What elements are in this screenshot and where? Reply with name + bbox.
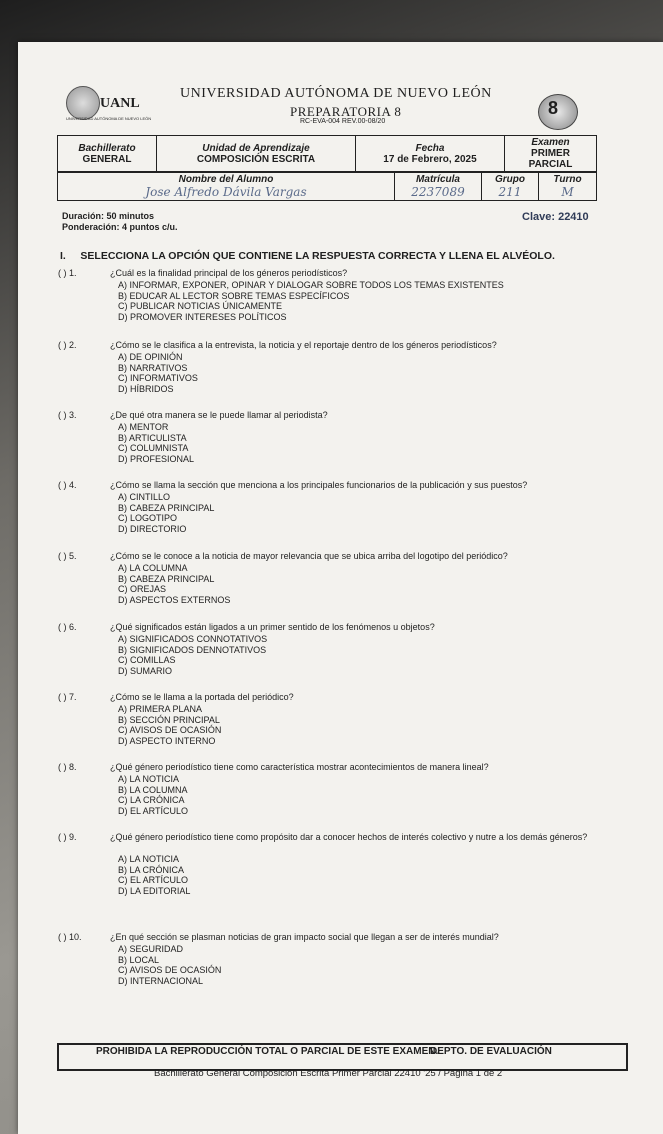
option-item: B) NARRATIVOS xyxy=(118,362,188,373)
option-item: B) CABEZA PRINCIPAL xyxy=(118,573,215,584)
answer-bubble[interactable]: ( ) 4. xyxy=(58,480,77,490)
option-item: C) INFORMATIVOS xyxy=(118,373,198,383)
document-code: RC-EVA-004 REV.00-08/20 xyxy=(300,118,386,125)
option-item: C) COLUMNISTA xyxy=(118,443,189,453)
option-item: A) SIGNIFICADOS CONNOTATIVOS xyxy=(118,634,268,644)
answer-bubble[interactable]: ( ) 1. xyxy=(58,268,77,278)
option-item: B) SIGNIFICADOS DENNOTATIVOS xyxy=(118,644,267,655)
option-item: B) ARTICULISTA xyxy=(118,432,187,443)
nombre-value: Jose Alfredo Dávila Vargas xyxy=(145,185,307,199)
exam-key: Clave: 22410 xyxy=(522,211,589,223)
question-4 xyxy=(58,480,628,490)
question-text: ¿Qué género periodístico tiene como característica mostrar acontecimientos de manera lineal? xyxy=(110,762,489,772)
option-item: D) LA EDITORIAL xyxy=(118,885,191,896)
option-item: D) PROMOVER INTERESES POLÍTICOS xyxy=(118,311,287,322)
answer-bubble[interactable]: ( ) 7. xyxy=(58,692,77,702)
option-item: C) COMILLAS xyxy=(118,655,176,665)
option-item: B) EDUCAR AL LECTOR SOBRE TEMAS ESPECÍFICOS xyxy=(118,290,350,301)
option-item: B) SECCIÓN PRINCIPAL xyxy=(118,714,220,725)
options-list xyxy=(118,854,190,896)
option-item: B) LA COLUMNA xyxy=(118,784,188,795)
option-item: A) LA COLUMNA xyxy=(118,563,188,573)
examen-label: Examen xyxy=(531,137,570,148)
answer-bubble[interactable]: ( ) 3. xyxy=(58,410,77,420)
unidad-label: Unidad de Aprendizaje xyxy=(202,142,310,154)
options-list xyxy=(118,352,198,394)
option-item: A) LA NOTICIA xyxy=(118,774,180,784)
option-item: B) LA CRÓNICA xyxy=(118,864,185,875)
option-item: D) EL ARTÍCULO xyxy=(118,805,189,816)
question-text: ¿Qué significados están ligados a un primer sentido de los fenómenos u objetos? xyxy=(110,622,435,632)
matricula-value: 2237089 xyxy=(411,185,465,199)
question-text: ¿De qué otra manera se le puede llamar al periodista? xyxy=(110,410,328,420)
option-item: B) LOCAL xyxy=(118,954,160,965)
grupo-label: Grupo xyxy=(495,174,525,185)
question-text: ¿En qué sección se plasman noticias de gran impacto social que llegan a ser de interés mundial? xyxy=(110,932,499,942)
matricula-label: Matrícula xyxy=(416,174,460,185)
duration-text: Duración: 50 minutos xyxy=(62,211,155,221)
bachillerato-value: GENERAL xyxy=(82,153,132,165)
options-list xyxy=(118,704,221,746)
option-item: A) CINTILLO xyxy=(118,492,171,502)
option-item: D) SUMARIO xyxy=(118,665,172,676)
school-name: PREPARATORIA 8 xyxy=(290,104,402,119)
question-2 xyxy=(58,340,628,350)
answer-bubble[interactable]: ( ) 9. xyxy=(58,832,77,842)
options-list xyxy=(118,634,267,676)
option-item: A) INFORMAR, EXPONER, OPINAR Y DIALOGAR SOBRE TODOS LOS TEMAS EXISTENTES xyxy=(118,280,504,290)
exam-paper xyxy=(18,42,663,1134)
question-6 xyxy=(58,622,628,632)
option-item: A) LA NOTICIA xyxy=(118,854,180,864)
option-item: A) PRIMERA PLANA xyxy=(118,704,203,714)
question-5 xyxy=(58,551,628,561)
prepa8-seal-number: 8 xyxy=(548,98,559,118)
option-item: D) ASPECTOS EXTERNOS xyxy=(118,594,231,605)
examen-value: PRIMER PARCIAL xyxy=(528,148,573,170)
answer-bubble[interactable]: ( ) 8. xyxy=(58,762,77,772)
question-text: ¿Cómo se llama la sección que menciona a los principales funcionarios de la publicación y sus puestos? xyxy=(110,480,528,490)
options-list xyxy=(118,280,504,322)
option-item: D) PROFESIONAL xyxy=(118,453,195,464)
uanl-logo-subtext: UNIVERSIDAD AUTÓNOMA DE NUEVO LEÓN xyxy=(66,116,152,121)
option-item: A) DE OPINIÓN xyxy=(118,352,183,362)
question-text: ¿Cuál es la finalidad principal de los géneros periodísticos? xyxy=(110,268,348,278)
weighting-text: Ponderación: 4 puntos c/u. xyxy=(62,222,178,232)
question-10 xyxy=(58,932,628,942)
footer-prohibited-text: PROHIBIDA LA REPRODUCCIÓN TOTAL O PARCIAL DE ESTE EXAMEN. xyxy=(96,1046,439,1057)
option-item: C) PUBLICAR NOTICIAS ÚNICAMENTE xyxy=(118,301,283,311)
uanl-logo-text: UANL xyxy=(100,96,140,111)
option-item: A) SEGURIDAD xyxy=(118,944,184,954)
footer-department: DEPTO. DE EVALUACIÓN xyxy=(430,1046,552,1057)
turno-label: Turno xyxy=(553,174,582,185)
question-9 xyxy=(58,832,628,842)
question-text: ¿Cómo se le clasifica a la entrevista, la noticia y el reportaje dentro de los géneros periodísticos? xyxy=(110,340,497,350)
options-list xyxy=(118,774,188,816)
option-item: C) LA CRÓNICA xyxy=(118,795,185,805)
option-item: C) LOGOTIPO xyxy=(118,513,178,523)
answer-bubble[interactable]: ( ) 5. xyxy=(58,551,77,561)
student-info-table xyxy=(57,172,597,201)
options-list xyxy=(118,563,230,605)
turno-value: M xyxy=(561,185,574,199)
option-item: C) EL ARTÍCULO xyxy=(118,875,189,885)
question-text: ¿Cómo se le llama a la portada del periódico? xyxy=(110,692,294,702)
question-1 xyxy=(58,268,628,278)
option-item: A) MENTOR xyxy=(118,422,169,432)
exam-info-table xyxy=(57,135,597,172)
fecha-value: 17 de Febrero, 2025 xyxy=(383,153,477,165)
fecha-label: Fecha xyxy=(415,142,445,154)
option-item: D) DIRECTORIO xyxy=(118,523,187,534)
question-3 xyxy=(58,410,628,420)
option-item: B) CABEZA PRINCIPAL xyxy=(118,502,215,513)
option-item: D) INTERNACIONAL xyxy=(118,975,204,986)
option-item: D) HÍBRIDOS xyxy=(118,383,174,394)
options-list xyxy=(118,492,214,534)
uanl-seal-icon xyxy=(66,86,100,120)
options-list xyxy=(118,422,194,464)
question-8 xyxy=(58,762,628,772)
option-item: D) ASPECTO INTERNO xyxy=(118,735,216,746)
university-name: UNIVERSIDAD AUTÓNOMA DE NUEVO LEÓN xyxy=(180,86,492,101)
options-list xyxy=(118,944,221,986)
answer-bubble[interactable]: ( ) 2. xyxy=(58,340,77,350)
option-item: C) AVISOS DE OCASIÓN xyxy=(118,725,222,735)
question-text: ¿Cómo se le conoce a la noticia de mayor relevancia que se ubica arriba del logotipo del periódico? xyxy=(110,551,508,561)
grupo-value: 211 xyxy=(498,185,522,199)
option-item: C) AVISOS DE OCASIÓN xyxy=(118,965,222,975)
footer-page-info: Bachillerato General Composición Escrita Primer Parcial 22410 '25 / Página 1 de 2 xyxy=(154,1068,503,1079)
question-7 xyxy=(58,692,628,702)
question-text: ¿Qué género periodístico tiene como propósito dar a conocer hechos de interés colectivo y nutre a los demás géneros? xyxy=(110,832,588,842)
unidad-value: COMPOSICIÓN ESCRITA xyxy=(196,153,316,165)
nombre-label: Nombre del Alumno xyxy=(178,174,274,185)
option-item: C) OREJAS xyxy=(118,584,167,594)
section-title: I. SELECCIONA LA OPCIÓN QUE CONTIENE LA RESPUESTA CORRECTA Y LLENA EL ALVÉOLO. xyxy=(60,250,555,262)
answer-bubble[interactable]: ( ) 6. xyxy=(58,622,77,632)
answer-bubble[interactable]: ( ) 10. xyxy=(58,932,82,942)
bachillerato-label: Bachillerato xyxy=(78,142,136,154)
